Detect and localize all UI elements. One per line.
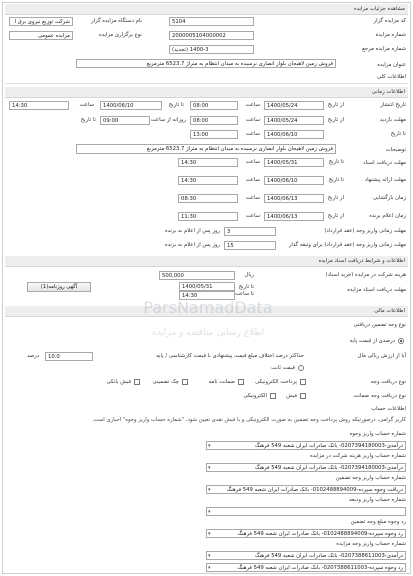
visit-from-time[interactable]: 08:00 (190, 116, 238, 125)
offer-date[interactable]: 1400/06/10 (264, 176, 324, 185)
refund-label: مهلت زمانی واریز وجه (عقد قرارداد) برای وثیقه گذار (288, 242, 406, 248)
opening-time-label: ساعت (245, 195, 260, 201)
return-select[interactable] (206, 507, 406, 516)
publish-from-date[interactable]: 1400/05/24 (264, 101, 324, 110)
receive-until-label: تا تاریخ (328, 159, 344, 165)
desc-textarea[interactable]: فروش زمین لاهیجان بلوار انصاری نرسیده به میدان انتظام به متراژ 6523.7 مترمربع (76, 144, 336, 154)
newspaper-ad-button[interactable]: آگهی روزنامه(1) (27, 282, 91, 292)
account-note: کاربر گرامی، درصورتیکه روش پرداخت وجه تضمین به صورت الکترونیکی و یا فیش نقدی تعیین شود، "شماره حساب واریز وجوه" اجباری است. (91, 417, 406, 423)
fixed-price-radio[interactable] (298, 365, 304, 371)
ref-label: شماره مزایده مرجع (362, 46, 406, 52)
share-label: شماره حساب واریز هزینه شرکت در مزایده (309, 453, 406, 459)
max-diff-label: حداکثر درصد اختلاف مبلغ قیمت پیشنهادی با قیمت کارشناسی / پایه (156, 353, 304, 359)
max-diff-unit: درصد (27, 353, 40, 359)
number-field[interactable]: 2000005104000002 (169, 31, 254, 40)
receive-electronic-checkbox[interactable] (270, 393, 276, 399)
doc-date[interactable]: 1400/05/31 (179, 282, 235, 291)
doc-deadline-label: مهلت دریافت اسناد مزایده (347, 287, 406, 293)
guarantee-type-label: نوع وجه تضمین دریافتی (353, 322, 406, 328)
publish-from-time[interactable]: 08:00 (190, 101, 238, 110)
code-label: کد مزایده گزار (373, 18, 406, 24)
return-label: شماره حساب واریز ودیعه (349, 497, 406, 503)
contract-days[interactable]: 3 (224, 227, 276, 236)
receive-label: مهلت دریافت اسناد (363, 160, 406, 166)
auction-details-panel (2, 2, 411, 574)
desc-label: توضیحات (385, 147, 406, 153)
publish-to-time[interactable]: 14:30 (9, 101, 69, 110)
publish-from-label: از تاریخ (327, 102, 344, 108)
publish-to-label: تا تاریخ (168, 102, 184, 108)
max-diff-field[interactable]: 10.0 (45, 352, 93, 361)
receive-slip-checkbox[interactable] (300, 393, 306, 399)
title-label: عنوان مزایده (377, 62, 406, 68)
fixed-price-label: قیمت ثابت (271, 365, 295, 371)
main-account-label: شماره حساب واریز وجه مزایده (336, 541, 406, 547)
number-label: شماره مزایده (375, 32, 406, 38)
offer-time[interactable]: 14:30 (178, 176, 238, 185)
doc-date-label: تا تاریخ (238, 284, 254, 290)
account-info-label: اطلاعات حساب (371, 406, 406, 412)
publish-to-date[interactable]: 1400/06/10 (100, 101, 162, 110)
winner-date[interactable]: 1400/06/13 (264, 212, 324, 221)
ref-field[interactable]: 1400-3 (تجدید) (169, 45, 254, 54)
guarantee-label: شماره حساب واریز وجه تضمین (335, 475, 406, 481)
opening-date-label: از تاریخ (327, 195, 344, 201)
offer-time-label: ساعت (245, 177, 260, 183)
warranty-radio[interactable] (398, 338, 404, 344)
type-field[interactable]: مزایده عمومی (9, 31, 73, 40)
pay-electronic-checkbox[interactable] (300, 379, 306, 385)
visit-from-time-label: ساعت (245, 117, 260, 123)
receive-slip-label: فیش (286, 393, 297, 399)
publish-from-time-label: ساعت (245, 102, 260, 108)
contract-suffix: روز پس از اعلام به برنده (164, 228, 220, 234)
title-field[interactable]: فروش زمین لاهیجان بلوار انصاری نرسیده به میدان انتظام به متراژ 6523.7 مترمربع (76, 59, 336, 68)
main-account-select[interactable]: درآمدی-0207388611003- بانک صادرات ایران شعبه 549 فرهنگ ▾ (206, 551, 406, 560)
org-field[interactable]: شرکت توزیع نیروی برق ا (9, 17, 73, 26)
winner-label: زمان اعلام برنده (369, 213, 406, 219)
winner-date-label: از تاریخ (327, 213, 344, 219)
min-price-label: آیا از ارزش ریالی مال (357, 353, 406, 359)
watermark-text-1: ParsNamadData (143, 298, 273, 317)
visit-from-label: از تاریخ (327, 117, 344, 123)
deposit-select[interactable]: درآمدی-0207394180003- بانک صادرات ایران شعبه 549 فرهنگ ▾ (206, 441, 406, 450)
refund-suffix: روز پس از اعلام به برنده (164, 242, 220, 248)
visit-to-date[interactable]: 1400/06/10 (264, 130, 324, 139)
doc-time[interactable]: 14:30 (179, 291, 235, 300)
opening-label: زمان بازگشایی (373, 195, 406, 201)
doc-time-label: تا ساعت (234, 291, 254, 297)
pay-bank-slip-label: فیش بانکی (106, 379, 131, 385)
publish-label: تاریخ انتشار (380, 102, 406, 108)
general-info-label: اطلاعات کلی (377, 74, 406, 80)
guarantee-select[interactable]: دریافت وجوه سپرده-0102488894009- بانک صادرات ایران شعبه 549 فرهنگ ▾ (206, 485, 406, 494)
receive-electronic-label: الکترونیکی (243, 393, 267, 399)
visit-hours-from[interactable]: 09:00 (100, 116, 150, 125)
pay-electronic-label: پرداخت الکترونیکی (255, 379, 297, 385)
docs-section-title: اطلاعات و شرایط دریافت اسناد مزایده (318, 258, 405, 264)
winner-time-label: ساعت (245, 213, 260, 219)
offer-until-label: تا تاریخ (328, 177, 344, 183)
pay-type-label: نوع دریافت وجه (370, 379, 406, 385)
contract-label: مهلت زمانی واریز وجه (عقد قرارداد) (324, 228, 406, 234)
publish-to-time-label: ساعت (79, 102, 94, 108)
opening-date[interactable]: 1400/06/13 (264, 194, 324, 203)
fee-unit: ریال (244, 272, 254, 278)
warranty-label: درصدی از قیمت پایه (349, 338, 395, 344)
receive-time[interactable]: 14:30 (178, 158, 238, 167)
opening-time[interactable]: 08:30 (178, 194, 238, 203)
separator (5, 83, 408, 84)
visit-to-label: تا تاریخ (390, 131, 406, 137)
watermark-text-2: اطلاع رسانی مناقصه و مزایده (151, 328, 265, 338)
watermark-logo (123, 273, 293, 383)
visit-to-time[interactable]: 13:00 (190, 130, 238, 139)
docs-header (5, 256, 408, 267)
page-header (5, 4, 408, 15)
refund-days[interactable]: 15 (224, 241, 276, 250)
refund-account-label: رد وجوه مبلغ وجه تضمین (350, 519, 406, 525)
refund-account-select[interactable]: رد وجوه سپرده-0102488894009- بانک صادرات ایران شعبه 549 فرهنگ ▾ (206, 529, 406, 538)
type-label: نوع برگزاری مزایده (98, 32, 142, 38)
fee-field[interactable]: 500,000 (159, 271, 235, 280)
visit-to-time-label: ساعت (245, 131, 260, 137)
visit-hours-label: روزانه از ساعت (150, 117, 186, 123)
receive-way-label: نوع دریافت وجه ضمانت (353, 393, 406, 399)
fee-label: هزینه شرکت در مزایده (خرید اسناد) (325, 272, 406, 278)
share-select[interactable]: درآمدی-0207394180003- بانک صادرات ایران شعبه 549 فرهنگ ▾ (206, 463, 406, 472)
visit-to-date-label: تا تاریخ (80, 117, 96, 123)
org-label: نام دستگاه مزایده گزار (91, 18, 142, 24)
code-field[interactable]: 5104 (169, 17, 254, 26)
visit-label: مهلت بازدید (379, 117, 406, 123)
finance-section-title: اطلاعات مالی (374, 308, 405, 314)
receive-time-label: ساعت (245, 159, 260, 165)
schedule-section-title: اطلاعات زمانی (371, 89, 405, 95)
winner-time[interactable]: 11:30 (178, 212, 238, 221)
page-title: مشاهده جزئیات مزایده (353, 6, 405, 12)
pay-cheque-label: چک تضمینی (152, 379, 179, 385)
receive-date[interactable]: 1400/05/31 (264, 158, 324, 167)
visit-from-date[interactable]: 1400/05/24 (264, 116, 324, 125)
schedule-header (5, 87, 408, 98)
pay-guarantee-letter-label: ضمانت نامه (208, 379, 235, 385)
last-account-select[interactable]: رد وجوه سپرده-0207388611003- بانک صادرات ایران شعبه 549 فرهنگ ▾ (206, 563, 406, 572)
offer-label: مهلت ارائه پیشنهاد (364, 177, 406, 183)
deposit-label: شماره حساب واریز وجوه (349, 431, 406, 437)
